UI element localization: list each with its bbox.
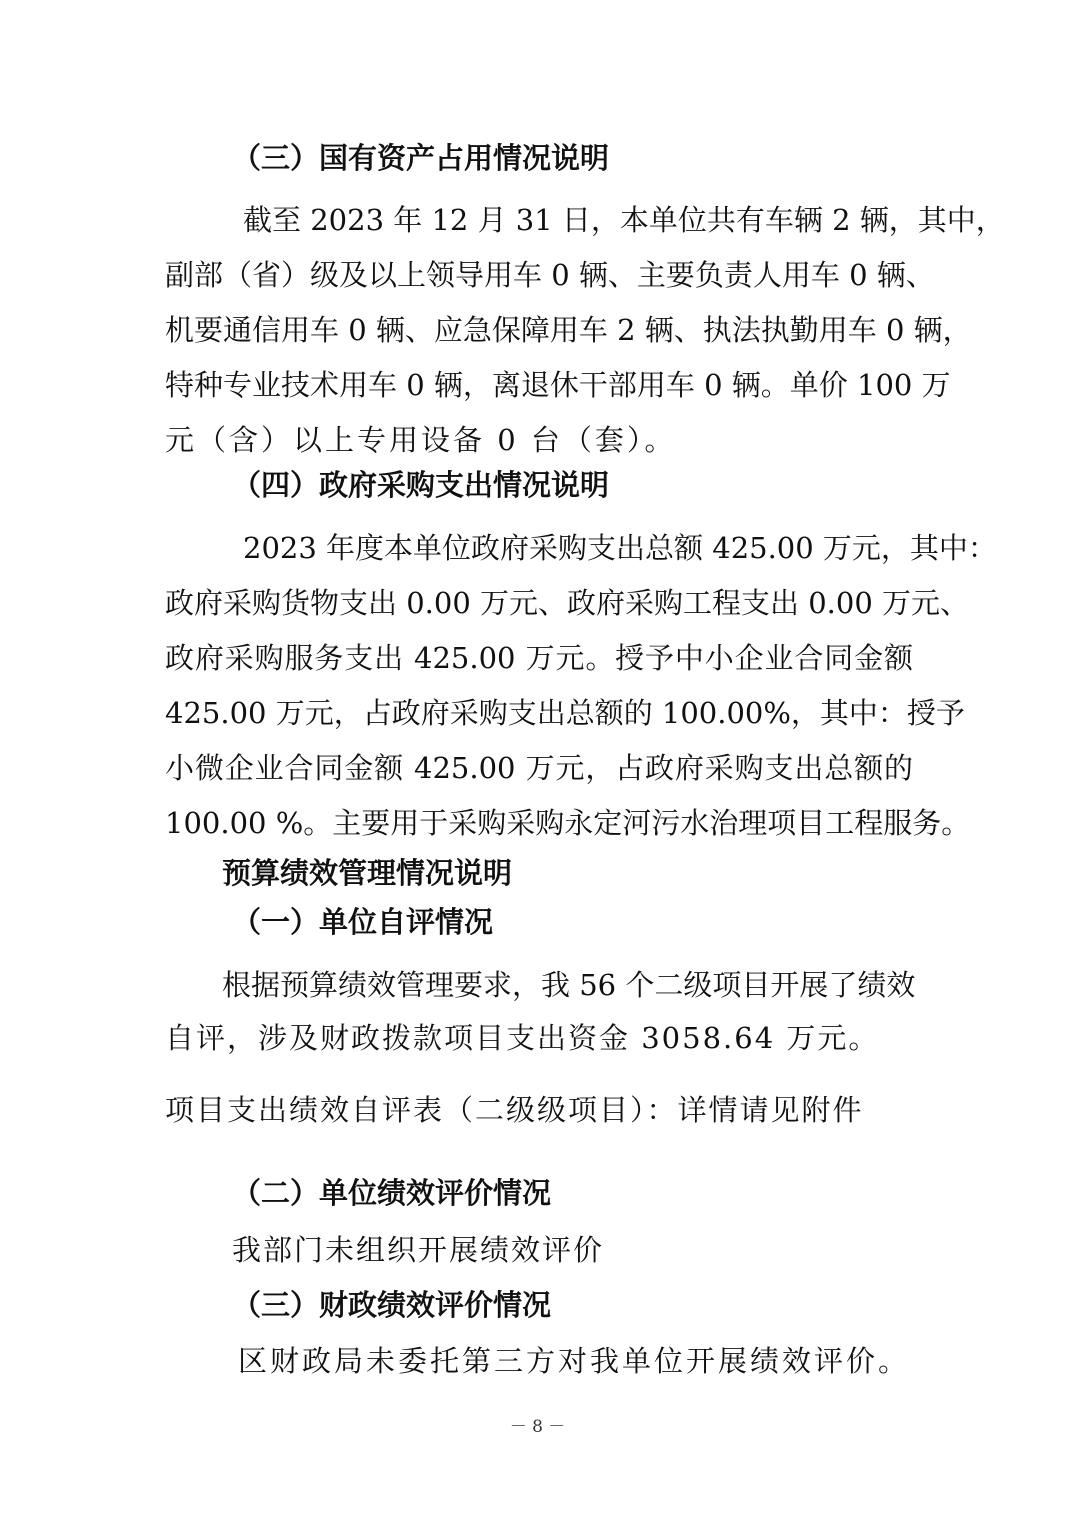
finance-eval-heading: （三）财政绩效评价情况 — [232, 1288, 552, 1322]
self-eval-heading: （一）单位自评情况 — [232, 905, 494, 939]
procurement-line-3: 政府采购服务支出 425.00 万元。授予中小企业合同金额 — [165, 641, 913, 675]
page-number: － 8 － — [509, 1417, 566, 1437]
self-eval-table-note: 项目支出绩效自评表（二级级项目）：详情请见附件 — [165, 1093, 864, 1127]
assets-line-3: 机要通信用车 0 辆、应急保障用车 2 辆、执法执勤用车 0 辆， — [165, 313, 972, 347]
section-performance-heading: 预算绩效管理情况说明 — [222, 856, 513, 890]
procurement-line-1: 2023 年度本单位政府采购支出总额 425.00 万元，其中： — [243, 531, 997, 565]
section-procurement-heading: （四）政府采购支出情况说明 — [232, 468, 610, 502]
finance-eval-text: 区财政局未委托第三方对我单位开展绩效评价。 — [238, 1344, 911, 1378]
procurement-line-6: 100.00 %。主要用于采购采购永定河污水治理项目工程服务。 — [165, 806, 971, 840]
procurement-line-2: 政府采购货物支出 0.00 万元、政府采购工程支出 0.00 万元、 — [165, 586, 970, 620]
self-eval-line-1: 根据预算绩效管理要求，我 56 个二级项目开展了绩效 — [222, 968, 916, 1002]
assets-line-5: 元（含）以上专用设备 0 台（套）。 — [165, 423, 677, 457]
assets-line-2: 副部（省）级及以上领导用车 0 辆、主要负责人用车 0 辆、 — [165, 258, 935, 292]
assets-line-4: 特种专业技术用车 0 辆，离退休干部用车 0 辆。单价 100 万 — [165, 368, 951, 402]
unit-eval-heading: （二）单位绩效评价情况 — [232, 1176, 552, 1210]
procurement-line-5: 小微企业合同金额 425.00 万元，占政府采购支出总额的 — [165, 751, 913, 785]
procurement-line-4: 425.00 万元，占政府采购支出总额的 100.00%，其中：授予 — [165, 696, 965, 730]
section-assets-heading: （三）国有资产占用情况说明 — [232, 141, 610, 175]
assets-line-1: 截至 2023 年 12 月 31 日，本单位共有车辆 2 辆，其中， — [243, 203, 1005, 237]
self-eval-line-2: 自评，涉及财政拨款项目支出资金 3058.64 万元。 — [165, 1021, 880, 1055]
unit-eval-text: 我部门未组织开展绩效评价 — [232, 1233, 605, 1267]
